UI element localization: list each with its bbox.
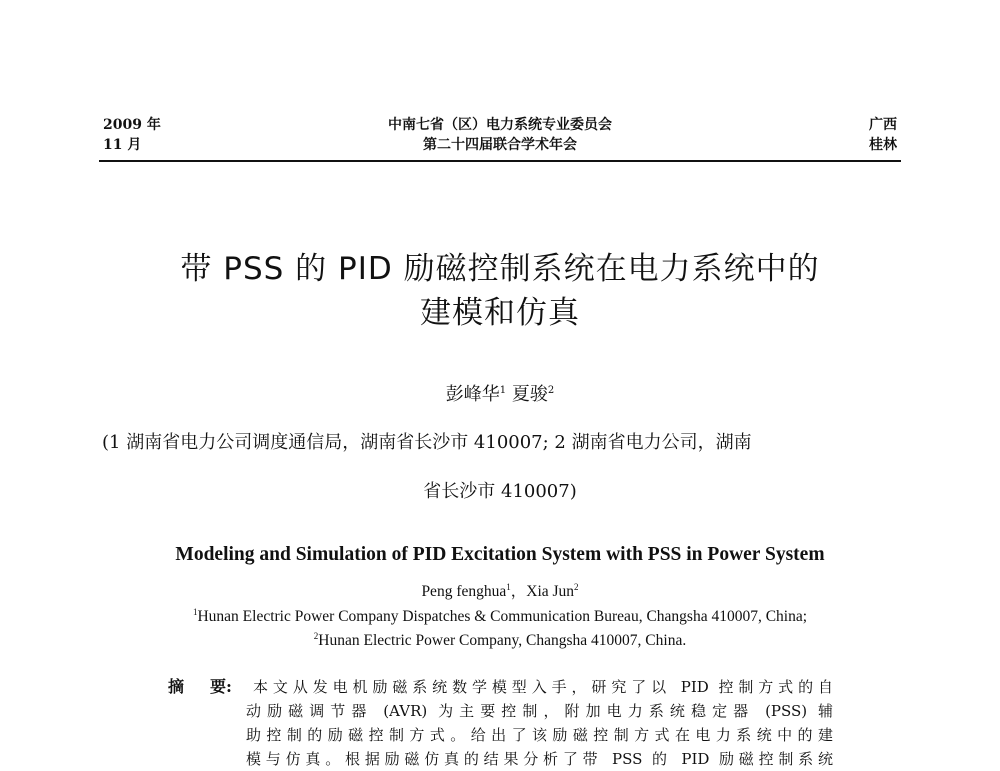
affiliation-cn-line1: (1 湖南省电力公司调度通信局，湖南省长沙市 410007; 2 湖南省电力公司，湖南 bbox=[102, 432, 752, 453]
paper-title-cn-line2: 建模和仿真 bbox=[420, 295, 580, 331]
abstract-label-char1: 摘 bbox=[168, 677, 185, 696]
author2-name-en: Xia Jun bbox=[526, 583, 575, 601]
author1-sup-en: 1 bbox=[506, 582, 511, 592]
affiliation-en-sup2: 2 bbox=[313, 631, 319, 641]
header-location bbox=[869, 115, 897, 155]
author1-name-cn: 彭峰华 bbox=[445, 384, 500, 405]
header-place-line2: 桂林 bbox=[869, 137, 897, 153]
header-date bbox=[103, 115, 161, 155]
affiliation-cn-line2: 省长沙市 410007) bbox=[423, 481, 577, 502]
authors-cn bbox=[0, 378, 1000, 408]
author-separator-en: ， bbox=[510, 583, 527, 601]
abstract-line4: 模与仿真。根据励磁仿真的结果分析了带 PSS 的 PID 励磁控制系统 bbox=[246, 750, 833, 768]
affiliation-en-text2: Hunan Electric Power Company, Changsha 410007, China. bbox=[318, 632, 687, 650]
authors-en bbox=[0, 576, 1000, 603]
abstract-line3: 助控制的励磁控制方式。给出了该励磁控制方式在电力系统中的建 bbox=[246, 726, 833, 744]
header-conference bbox=[300, 115, 700, 155]
affiliation-en-sup1: 1 bbox=[192, 607, 198, 617]
author2-sup-cn: 2 bbox=[547, 385, 555, 396]
header-place-line1: 广西 bbox=[869, 117, 897, 133]
abstract-label-char2: 要: bbox=[210, 677, 232, 696]
author2-name-cn: 夏骏 bbox=[511, 384, 548, 405]
affiliation-en-line2 bbox=[0, 625, 1000, 652]
header-org-line2: 第二十四届联合学术年会 bbox=[423, 137, 577, 153]
paper-title-cn-line1: 带 PSS 的 PID 励磁控制系统在电力系统中的 bbox=[180, 251, 820, 287]
header-year: 2009 年 bbox=[103, 117, 161, 133]
author1-name-en: Peng fenghua bbox=[421, 583, 507, 601]
author2-sup-en: 2 bbox=[574, 582, 579, 592]
affiliation-en-text1: Hunan Electric Power Company Dispatches & Communication Bureau, Changsha 410007, China; bbox=[197, 608, 808, 626]
abstract-line1: 本文从发电机励磁系统数学模型入手，研究了以 PID 控制方式的自 bbox=[253, 678, 833, 696]
paper-title-en: Modeling and Simulation of PID Excitation System with PSS in Power System bbox=[175, 544, 825, 565]
header-month: 11 月 bbox=[103, 137, 142, 153]
abstract-line2: 动励磁调节器 (AVR) 为主要控制，附加电力系统稳定器 (PSS) 辅 bbox=[246, 702, 833, 720]
header-rule bbox=[99, 160, 901, 162]
abstract-label bbox=[168, 675, 232, 699]
header-org-line1: 中南七省（区）电力系统专业委员会 bbox=[388, 117, 612, 133]
author1-sup-cn: 1 bbox=[499, 385, 507, 396]
